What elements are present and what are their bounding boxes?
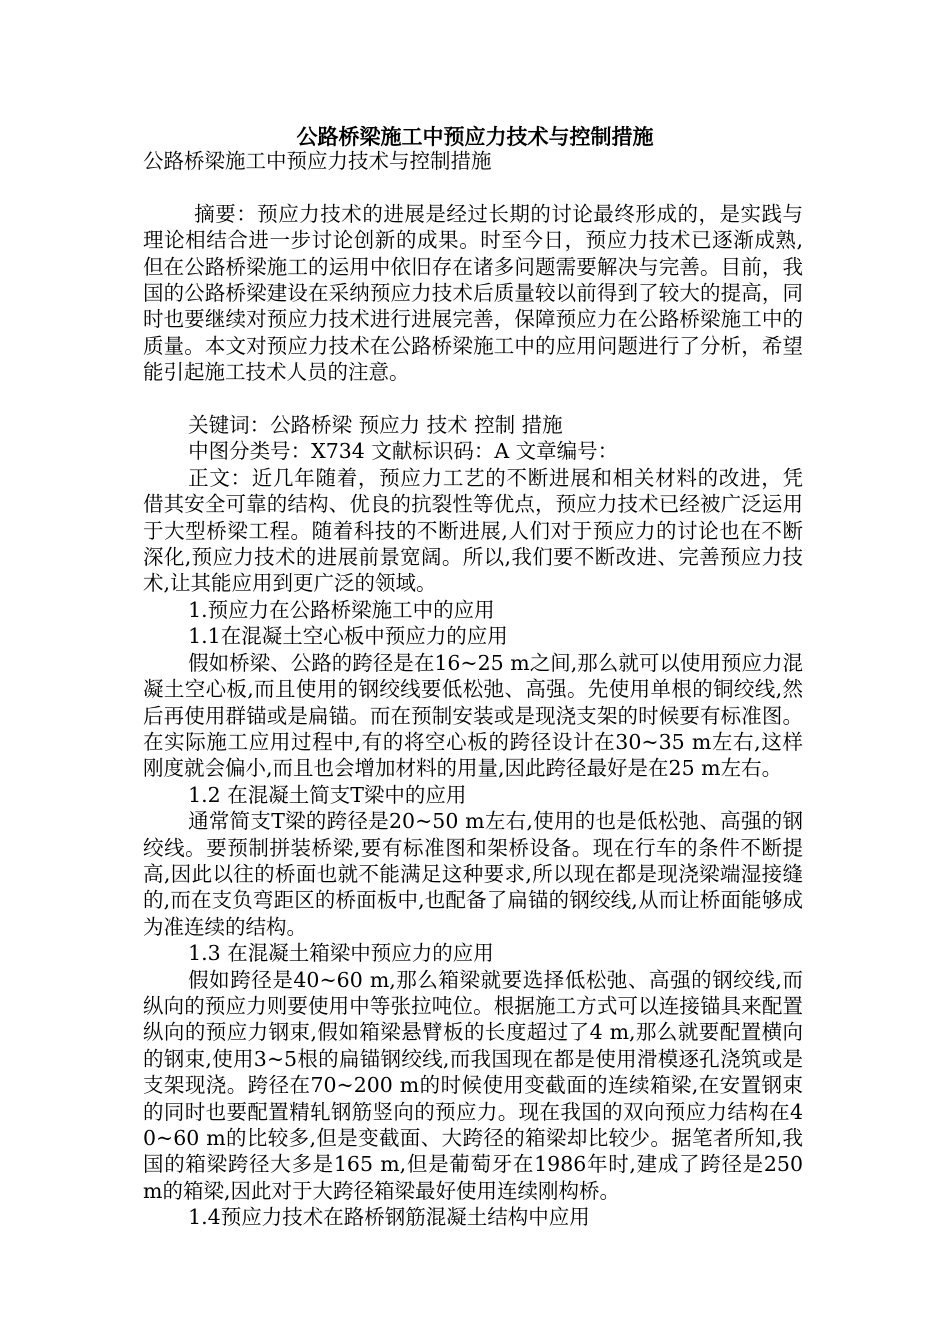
- section-heading-1-2: 1.2 在混凝土简支T梁中的应用: [188, 782, 467, 807]
- spacer: [143, 174, 803, 200]
- intro-paragraph: 正文：近几年随着，预应力工艺的不断进展和相关材料的改进，凭借其安全可靠的结构、优良的抗裂性等优点，预应力技术已经被广泛运用于大型桥梁工程。随着科技的不断进展,人们对于预应力的讨论也在不断深化,预应力技术的进展前景宽阔。所以,我们要不断改进、完善预应力技术,让其能应用到更广泛的领域。: [143, 465, 803, 596]
- document-body: [143, 148, 803, 1231]
- document-subtitle: 公路桥梁施工中预应力技术与控制措施: [143, 149, 492, 173]
- spacer: [143, 386, 803, 412]
- paragraph-1-1: 假如桥梁、公路的跨径是在16~25 m之间,那么就可以使用预应力混凝土空心板,而且使用的钢绞线要低松弛、高强。先使用单根的铜绞线,然后再使用群锚或是扁锚。而在预制安装或是现浇支架的时候要有标准图。在实际施工应用过程中,有的将空心板的跨径设计在30~35 m左右,这样刚度就会偏小,而且也会增加材料的用量,因此跨径最好是在25 m左右。: [143, 650, 803, 781]
- classification-line: 中图分类号：X734 文献标识码：A 文章编号：: [188, 439, 619, 464]
- paragraph-1-2: 通常简支T梁的跨径是20~50 m左右,使用的也是低松弛、高强的钢绞线。要预制拼装桥梁,要有标准图和架桥设备。现在行车的条件不断提高,因此以往的桥面也就不能满足这种要求,所以现在都是现浇梁端湿接缝的,而在支负弯距区的桥面板中,也配备了扁锚的钢绞线,从而让桥面能够成为准连续的结构。: [143, 809, 803, 939]
- document-title: 公路桥梁施工中预应力技术与控制措施: [296, 124, 654, 149]
- section-heading-1-3: 1.3 在混凝土箱梁中预应力的应用: [188, 941, 494, 966]
- section-heading-1: 1.预应力在公路桥梁施工中的应用: [188, 597, 495, 622]
- keywords-line: 关键词：公路桥梁 预应力 技术 控制 措施: [188, 413, 563, 438]
- section-heading-1-1: 1.1在混凝土空心板中预应力的应用: [188, 624, 508, 649]
- abstract-paragraph: 摘要：预应力技术的进展是经过长期的讨论最终形成的，是实践与理论相结合进一步讨论创新的成果。时至今日，预应力技术已逐渐成熟,但在公路桥梁施工的运用中依旧存在诸多问题需要解决与完善。目前，我国的公路桥梁建设在采纳预应力技术后质量较以前得到了较大的提高，同时也要继续对预应力技术进行进展完善，保障预应力在公路桥梁施工中的质量。本文对预应力技术在公路桥梁施工中的应用问题进行了分析，希望能引起施工技术人员的注意。: [143, 201, 803, 385]
- section-heading-1-4: 1.4预应力技术在路桥钢筋混凝土结构中应用: [188, 1205, 590, 1230]
- paragraph-1-3: 假如跨径是40~60 m,那么箱梁就要选择低松弛、高强的钢绞线,而纵向的预应力则要使用中等张拉吨位。根据施工方式可以连接锚具来配置纵向的预应力钢束,假如箱梁悬臂板的长度超过了4 m,那么就要配置横向的钢束,使用3~5根的扁锚钢绞线,而我国现在都是使用滑模逐孔浇筑或是支架现浇。跨径在70~200 m的时候使用变截面的连续箱梁,在安置钢束的同时也要配置精轧钢筋竖向的预应力。现在我国的双向预应力结构在40~60 m的比较多,但是变截面、大跨径的箱梁却比较少。据笔者所知,我国的箱梁跨径大多是165 m,但是葡萄牙在1986年时,建成了跨径是250 m的箱梁,因此对于大跨径箱梁最好使用连续刚构桥。: [143, 967, 803, 1203]
